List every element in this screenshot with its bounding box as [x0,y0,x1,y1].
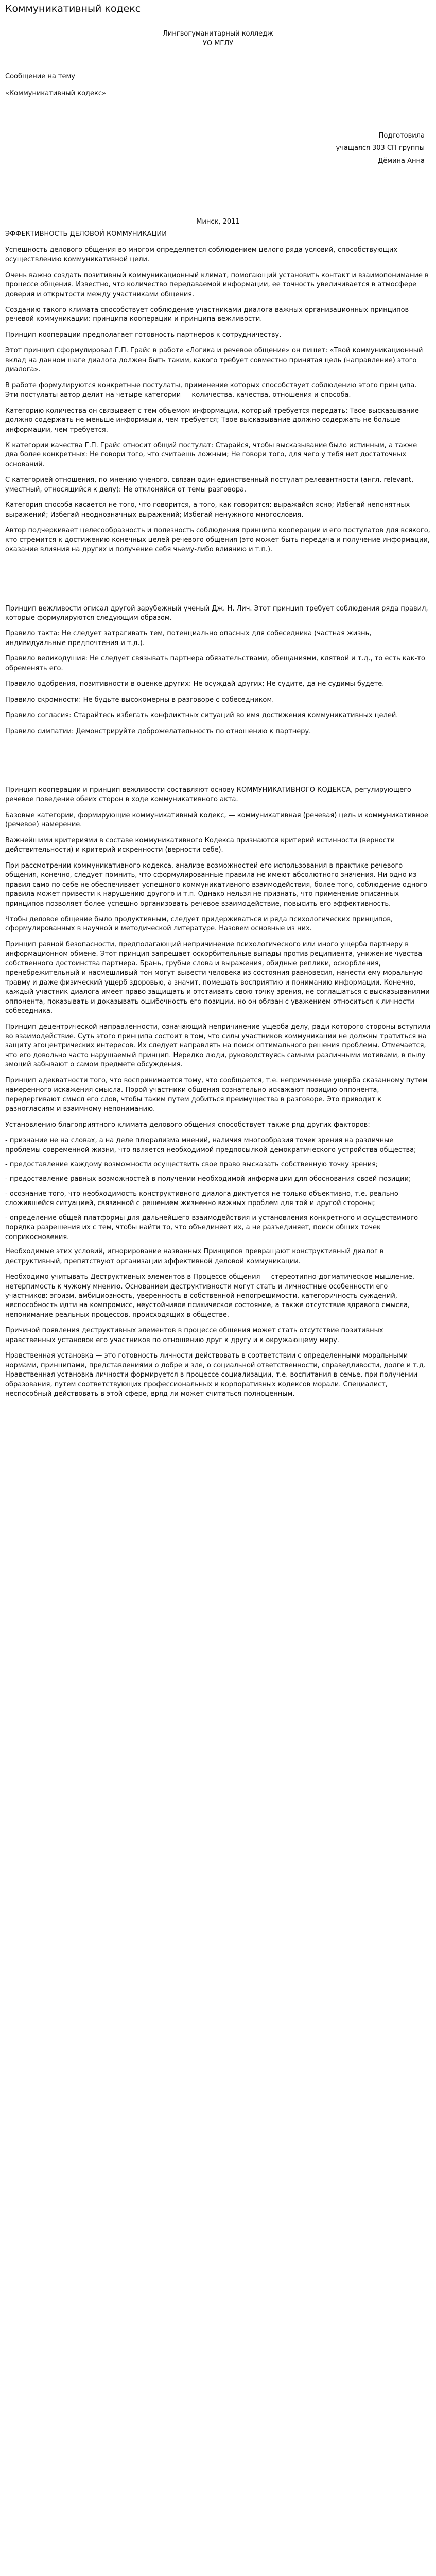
paragraph: Принцип адекватности того, что воспринимается тому, что сообщается, т.е. непричинение ущерба сказанному путем намеренного искажения смысла. Порой участники общения сознательно искажают позицию оппонента, передергивают смысл его слов, чтобы таким путем добиться преимущества в разговоре. Это приводит к разногласиям и взаимному непониманию. [5,1076,428,1113]
section-title: ЭФФЕКТИВНОСТЬ ДЕЛОВОЙ КОММУНИКАЦИИ [5,230,167,239]
paragraph: Необходимо учитывать Деструктивных элементов в Процессе общения — стереотипно-догматическое мышление, нетерпимость к чужому мнению. Основанием деструктивности могут стать и личностные особенности его участников: эгоизм, амбициозность, уверенность в собственной непогрешимости, категоричность суждений, неспособность идти на компромисс, неустойчивое психическое состояние, а также отсутствие здравого смысла, непонимание реальных процессов, происходящих в обществе. [5,1273,414,1319]
paragraph: Нравственная установка — это готовность личности действовать в соответствии с определенными моральными нормами, принципами, представлениями о добре и зле, о социальной ответственности, справедливости, долге и т.д. Нравственная установка личности формируется в процессе социализации, т.е. воспитания в семье, при получении образования, путем соответствующих профессиональных и корпоративных кодексов морали. Специалист, неспособный действовать в этой сфере, вряд ли может считаться полноценным. [5,1352,426,1398]
paragraph: Созданию такого климата способствует соблюдение участниками диалога важных организационных принципов речевой коммуникации: принципа кооперации и принципа вежливости. [5,306,409,324]
topic-line-1: Сообщение на тему [5,72,75,80]
paragraph: Необходимые этих условий, игнорирование названных Принципов превращают конструктивный диалог в деструктивный, препятствуют организации эффективной деловой коммуникации. [5,1248,384,1265]
paragraph: Категория способа касается не того, что говорится, а того, как говорится: выражайся ясно; Избегай непонятных выражений; Избегай неоднозначных выражений; Избегай ненужного многословия. [5,501,410,519]
topic-gap [5,81,431,89]
city-year: Минск, 2011 [196,217,240,226]
paragraph: Принцип децентрической направленности, означающий непричинение ущерба делу, ради которого стороны вступили во взаимодействие. Суть этого принципа состоит в том, что силы участников коммуникации не должны тратиться на защиту эгоцентрических интересов. Их следует направлять на поиск оптимального решения проблемы. Отмечается, что его довольно часто нарушаемый принцип. Нередко люди, руководствуясь самыми различными мотивами, в пылу эмоций забывают о самом предмете обсуждения. [5,1023,431,1069]
paragraph: Категорию количества он связывает с тем объемом информации, который требуется передать: Твое высказывание должно содержать не меньше информации, чем требуется; Твое высказывание должно содержать не больше информации, чем требуется. [5,406,419,434]
list-item: - предоставление каждому возможности осуществить свое право высказать собственную точку зрения; [5,1160,378,1168]
body-text-part-3 [0,786,436,1399]
paragraph: К категории качества Г.П. Грайс относит общий постулат: Старайся, чтобы высказывание было истинным, а также два более конкретных: Не говори того, что считаешь ложным; Не говори того, для чего у тебя нет достаточных оснований. [5,441,417,468]
paragraph: Правило скромности: Не будьте высокомерны в разговоре с собеседником. [5,696,274,704]
paragraph: Очень важно создать позитивный коммуникационный климат, помогающий установить контакт и взаимопонимание в процессе общения. Известно, что количество передаваемой информации, ее точность увеличивается в атмосфере доверия и открытости между участниками общения. [5,271,429,298]
paragraph: Правило великодушия: Не следует связывать партнера обязательствами, обещаниями, клятвой и т.д., то есть как-то обременять его. [5,655,425,672]
section-spacer [0,561,436,604]
list-item: - определение общей платформы для дальнейшего взаимодействия и установления конкретного и осуществимого порядка разрешения их с тем, чтобы найти то, что объединяет их, а не разъединяет, поиск общих точек соприкосновения. [5,1214,418,1241]
paragraph: Автор подчеркивает целесообразность и полезность соблюдения принципа кооперации и его постулатов для всякого, кто стремится к достижению конечных целей речевого общения (это может быть передача и получение информации, оказание влияния на других и получение себя чьему-либо влиянию и т.п.). [5,527,430,554]
paragraph: Правило одобрения, позитивности в оценке других: Не осуждай других; Не судите, да не судимы будете. [5,680,385,688]
list-item: - предоставление равных возможностей в получении необходимой информации для обоснования своей позиции; [5,1175,411,1183]
paragraph: В работе формулируются конкретные постулаты, применение которых способствует соблюдению этого принципа. Эти постулаты автор делит на четыре категории — количества, качества, отношения и способа. [5,381,417,399]
paragraph: Правило симпатии: Демонстрируйте доброжелательность по отношению к партнеру. [5,727,311,735]
college-name: Лингвогуманитарный колледж [163,29,273,38]
paragraph: Успешность делового общения во многом определяется соблюдением целого ряда условий, способствующих осуществлению коммуникативной цели. [5,246,398,264]
institution-header [0,15,436,49]
paragraph: Правило согласия: Старайтесь избегать конфликтных ситуаций во имя достижения коммуникативных целей. [5,711,398,720]
paragraph: Важнейшими критериями в составе коммуникативного Кодекса признаются критерий истинности (верности действительности) и критерий искренности (верности себе). [5,836,395,854]
paragraph: Установлению благоприятного климата делового общения способствует также ряд других факторов: [5,1121,370,1129]
author-name: Дёмина Анна [378,157,425,165]
author-block [0,130,425,168]
topic-line-2: «Коммуникативный кодекс» [5,90,106,98]
paragraph: Правило такта: Не следует затрагивать тем, потенциально опасных для собеседника (частная жизнь, индивидуальные предпочтения и т.д.). [5,630,372,647]
topic-block [5,72,431,99]
body-text-part-2 [0,604,436,737]
paragraph: Чтобы деловое общение было продуктивным, следует придерживаться и ряда психологических принципов, сформулированных в научной и методической литературе. Назовем основные из них. [5,916,393,933]
paragraph: Принцип кооперации и принцип вежливости составляют основу КОММУНИКАТИВНОГО КОДЕКСА, регулирующего речевое поведение обеих сторон в ходе коммуникативного акта. [5,786,411,804]
section-spacer [0,742,436,786]
paragraph: Принцип равной безопасности, предполагающий непричинение психологического или иного ущерба партнеру в информационном обмене. Этот принцип запрещает оскорбительные выпады против реципиента, унижение чувства собственного достоинства партнера. Брань, грубые слова и выражения, обидные реплики, оскорбления, пренебрежительный и насмешливый тон могут вывести человека из состояния равновесия, нанести ему моральную травму и даже физический ущерб здоровью, а значит, помешать восприятию и пониманию информации. Конечно, каждый участник диалога имеет право защищать и отстаивать свою точку зрения, не соглашаться с высказываниями оппонента, показывать и доказывать ошибочность его позиции, но он обязан с уважением относиться к личности собеседника. [5,940,430,1015]
paragraph: Принцип кооперации предполагает готовность партнеров к сотрудничеству. [5,331,282,339]
paragraph: Этот принцип сформулировал Г.П. Грайс в работе «Логика и речевое общение» он пишет: «Твой коммуникационный вклад на данном шаге диалога должен быть таким, какого требует совместно принятая цель (направление) этого диалога». [5,347,423,374]
list-item: - признание не на словах, а на деле плюрализма мнений, наличия многообразия точек зрения на различные проблемы современной жизни, что является необходимой предпосылкой демократического устройства общества; [5,1137,416,1154]
university-name: УО МГЛУ [202,40,234,48]
document-title: Коммуникативный кодекс [5,3,141,14]
paragraph: Причиной появления деструктивных элементов в процессе общения может стать отсутствие позитивных нравственных установок его участников по отношению друг к другу и к окружающему миру. [5,1327,383,1344]
body-text-part-1 [0,246,436,555]
paragraph: Базовые категории, формирующие коммуникативный кодекс, — коммуникативная (речевая) цель и коммуникативное (речевое) намерение. [5,811,428,829]
list-item: - осознание того, что необходимость конструктивного диалога диктуется не только объективно, т.е. реально сложившейся ситуацией, связанной с решением жизненно важных проблем для той и другой стороны; [5,1190,398,1208]
author-group: учащаяся 303 СП группы [336,144,425,152]
paragraph: С категорией отношения, по мнению ученого, связан один единственный постулат релевантности (англ. relevant, — уместный, относящийся к делу): Не отклоняйся от темы разговора. [5,476,423,494]
author-prepared: Подготовила [378,131,425,140]
paragraph: Принцип вежливости описал другой зарубежный ученый Дж. Н. Лич. Этот принцип требует соблюдения ряда правил, которые формулируются следующим образом. [5,604,428,622]
paragraph: При рассмотрении коммуникативного кодекса, анализе возможностей его использования в практике речевого общения, конечно, следует помнить, что сформулированные правила не имеют абсолютного значения. Ни одно из правил само по себе не обеспечивает успешного коммуникативного взаимодействия, более того, соблюдение одного правила может привести к нарушению другого и т.п. Однако нельзя не признать, что применение описанных принципов позволяет более успешно организовать речевое взаимодействие, повысить его эффективность. [5,861,428,908]
